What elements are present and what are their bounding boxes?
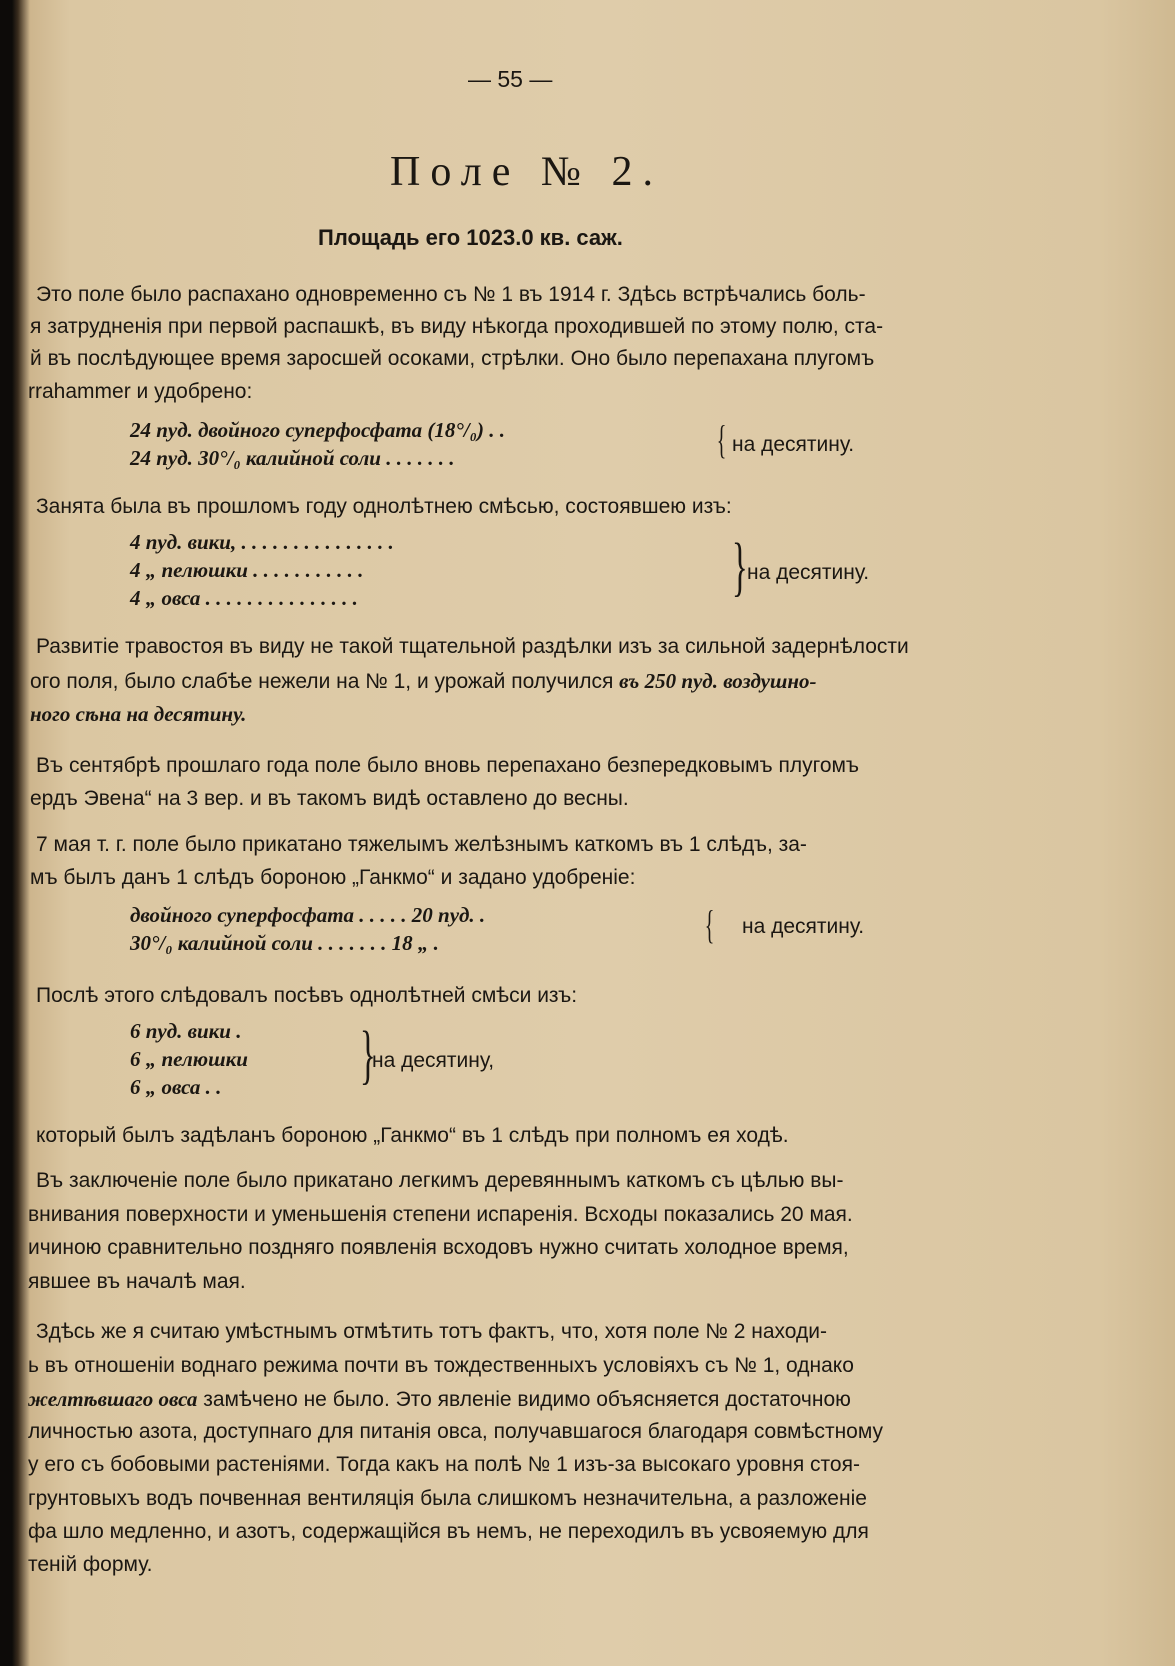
paragraph-line: Развитіе травостоя въ виду не такой тщательной раздѣлки изъ за сильной задернѣлости: [36, 635, 909, 658]
paragraph-line: Занята была въ прошломъ году однолѣтнею смѣсью, состоявшею изъ:: [36, 495, 732, 518]
paragraph-line: ердъ Эвена“ на 3 вер. и въ такомъ видѣ оставлено до весны.: [30, 787, 629, 810]
section-title: Поле № 2.: [390, 149, 663, 195]
rate-note: на десятину,: [372, 1049, 495, 1072]
paragraph-line: мъ былъ данъ 1 слѣдъ бороною „Ганкмо“ и задано удобреніе:: [30, 866, 636, 889]
paragraph-line: грунтовыхъ водъ почвенная вентиляція была слишкомъ незначительна, а разложеніе: [28, 1487, 867, 1510]
rate-note: на десятину.: [732, 433, 855, 456]
brace-icon: }: [731, 530, 748, 603]
paragraph-line: ь въ отношеніи воднаго режима почти въ тождественныхъ условіяхъ съ № 1, однако: [28, 1354, 854, 1377]
mixture-row: 6 „ овса . .: [130, 1075, 222, 1099]
brace-icon: {: [704, 902, 715, 947]
paragraph-line: Въ заключеніе поле было прикатано легкимъ деревяннымъ каткомъ съ цѣлью вы-: [36, 1169, 844, 1192]
paragraph-line: личностью азота, доступнаго для питанія овса, получавшагося благодаря совмѣстному: [28, 1420, 884, 1443]
paragraph-line: внивания поверхности и уменьшенія степени испаренія. Всходы показались 20 мая.: [28, 1203, 853, 1226]
page-number: — 55 —: [468, 66, 553, 92]
mixture-row: 6 „ пелюшки: [130, 1047, 248, 1071]
paragraph-line: й въ послѣдующее время заросшей осоками, стрѣлки. Оно было перепахана плугомъ: [30, 347, 875, 370]
fertilizer-row: 24 пуд. двойного суперфосфата (18°/₀) . .: [130, 418, 505, 442]
section-subtitle: Площадь его 1023.0 кв. саж.: [318, 225, 623, 250]
fertilizer-row: двойного суперфосфата . . . . . 20 пуд. .: [130, 903, 486, 927]
paragraph-line: Здѣсь же я считаю умѣстнымъ отмѣтить тотъ фактъ, что, хотя поле № 2 находи-: [36, 1320, 828, 1343]
paragraph-line: Послѣ этого слѣдовалъ посѣвъ однолѣтней смѣси изъ:: [36, 984, 578, 1007]
rate-note: на десятину.: [742, 915, 865, 938]
fertilizer-row: 30°/₀ калийной соли . . . . . . . 18 „ .: [130, 931, 439, 955]
paragraph-line: теній форму.: [28, 1553, 153, 1576]
brace-icon: {: [716, 417, 727, 462]
mixture-row: 4 пуд. вики, . . . . . . . . . . . . . . .: [130, 530, 394, 554]
paragraph-line: явшее въ началѣ мая.: [28, 1270, 246, 1293]
paragraph-line: ого поля, было слабѣе нежели на № 1, и урожай получился въ 250 пуд. воздушно-: [30, 669, 817, 693]
paragraph-line: который былъ задѣланъ бороною „Ганкмо“ въ 1 слѣдъ при полномъ ея ходѣ.: [36, 1124, 789, 1147]
paragraph-line: желтѣвшаго овса замѣчено не было. Это явленіе видимо объясняется достаточною: [28, 1387, 851, 1411]
paragraph-line: фа шло медленно, и азотъ, содержащійся въ немъ, не переходилъ въ усвояемую для: [28, 1520, 869, 1543]
paragraph-line: я затрудненія при первой распашкѣ, въ виду нѣкогда проходившей по этому полю, ста-: [30, 315, 884, 338]
mixture-row: 4 „ пелюшки . . . . . . . . . . .: [130, 558, 364, 582]
paragraph-line: 7 мая т. г. поле было прикатано тяжелымъ желѣзнымъ каткомъ въ 1 слѣдъ, за-: [36, 833, 807, 856]
paragraph-line: Въ сентябрѣ прошлаго года поле было вновь перепахано безпередковымъ плугомъ: [36, 754, 860, 777]
mixture-row: 4 „ овса . . . . . . . . . . . . . . .: [130, 586, 358, 610]
paragraph-line: ного сѣна на десятину.: [30, 702, 247, 726]
paragraph-line: у его съ бобовыми растеніями. Тогда какъ на полѣ № 1 изъ-за высокаго уровня стоя-: [28, 1453, 860, 1476]
paragraph-line: ичиною сравнительно поздняго появленія всходовъ нужно считать холодное время,: [28, 1236, 849, 1259]
rate-note: на десятину.: [747, 561, 870, 584]
brace-icon: }: [359, 1018, 376, 1091]
paragraph-line: Это поле было распахано одновременно съ № 1 въ 1914 г. Здѣсь встрѣчались боль-: [36, 283, 866, 306]
paragraph-line: rrahammer и удобрено:: [28, 380, 253, 403]
fertilizer-row: 24 пуд. 30°/₀ калийной соли . . . . . . .: [130, 446, 455, 470]
mixture-row: 6 пуд. вики .: [130, 1019, 242, 1043]
